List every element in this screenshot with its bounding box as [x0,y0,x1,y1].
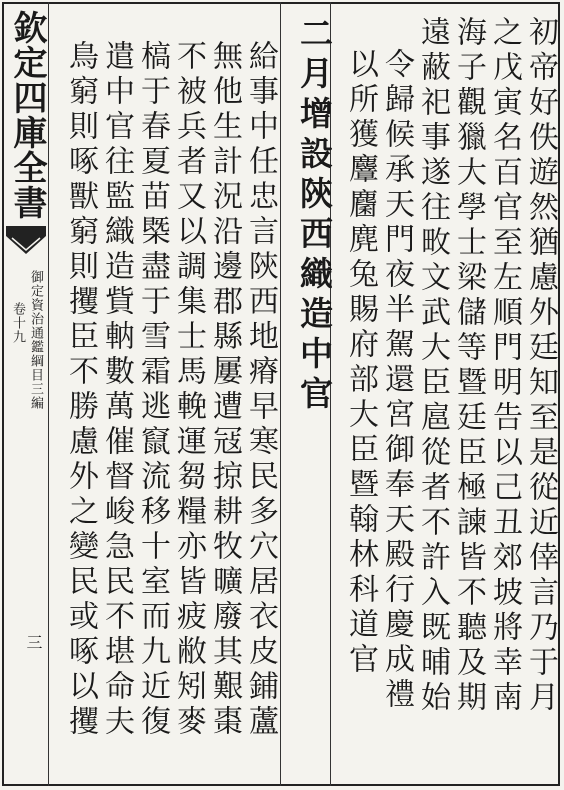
text-column-2: 之戊寅名百官至左順門明告以己丑郊坡將幸南 [487,16,522,716]
edition-subtitle: 御定資治通鑑綱目三編 [28,270,43,410]
text-column-3: 海子觀獵大學士梁儲等暨廷臣極諫皆不聽及期 [451,16,486,716]
section-heading: 二月增設陝西織造中官 [295,16,334,416]
text-column-10: 不被兵者又以調集士馬輓運芻糧亦皆疲敝矧麥 [171,40,206,740]
folio-number: 三 [24,634,43,651]
column-rule [280,2,281,786]
column-rule [48,2,49,786]
book-title: 欽定四庫全書 [7,10,47,220]
margin-strip [2,2,48,786]
text-column-5: 令歸候承天門夜半駕還宮御奉天殿行慶成禮 [379,48,414,713]
text-column-9: 無他生計況沿邊郡縣屢遭冦掠耕牧曠廢其艱棗 [207,40,242,740]
text-column-8: 給事中任忠言陝西地瘠早寒民多穴居衣皮鋪蘆 [243,40,278,740]
fish-tail-ornament-icon [6,226,46,258]
volume-number: 卷十九 [10,302,25,344]
text-column-11: 槁于春夏苗㮣盡于雪霜逃竄流移十室而九近復 [135,40,170,740]
text-column-4: 遠蔽祀事遂往畋文武大臣扈從者不許入既晡始 [415,16,450,716]
text-column-6: 以所獲麞麕麂兔賜府部大臣暨翰林科道官 [343,48,378,678]
text-column-1: 初帝好佚遊然猶慮外廷知至是從近倖言乃于月 [523,16,558,716]
text-column-12: 遣中官往監織造貲軜數萬催督峻急民不堪命夫 [99,40,134,740]
text-column-13: 鳥窮則啄獸窮則攫臣不勝慮外之變民或啄以攫 [63,40,98,740]
